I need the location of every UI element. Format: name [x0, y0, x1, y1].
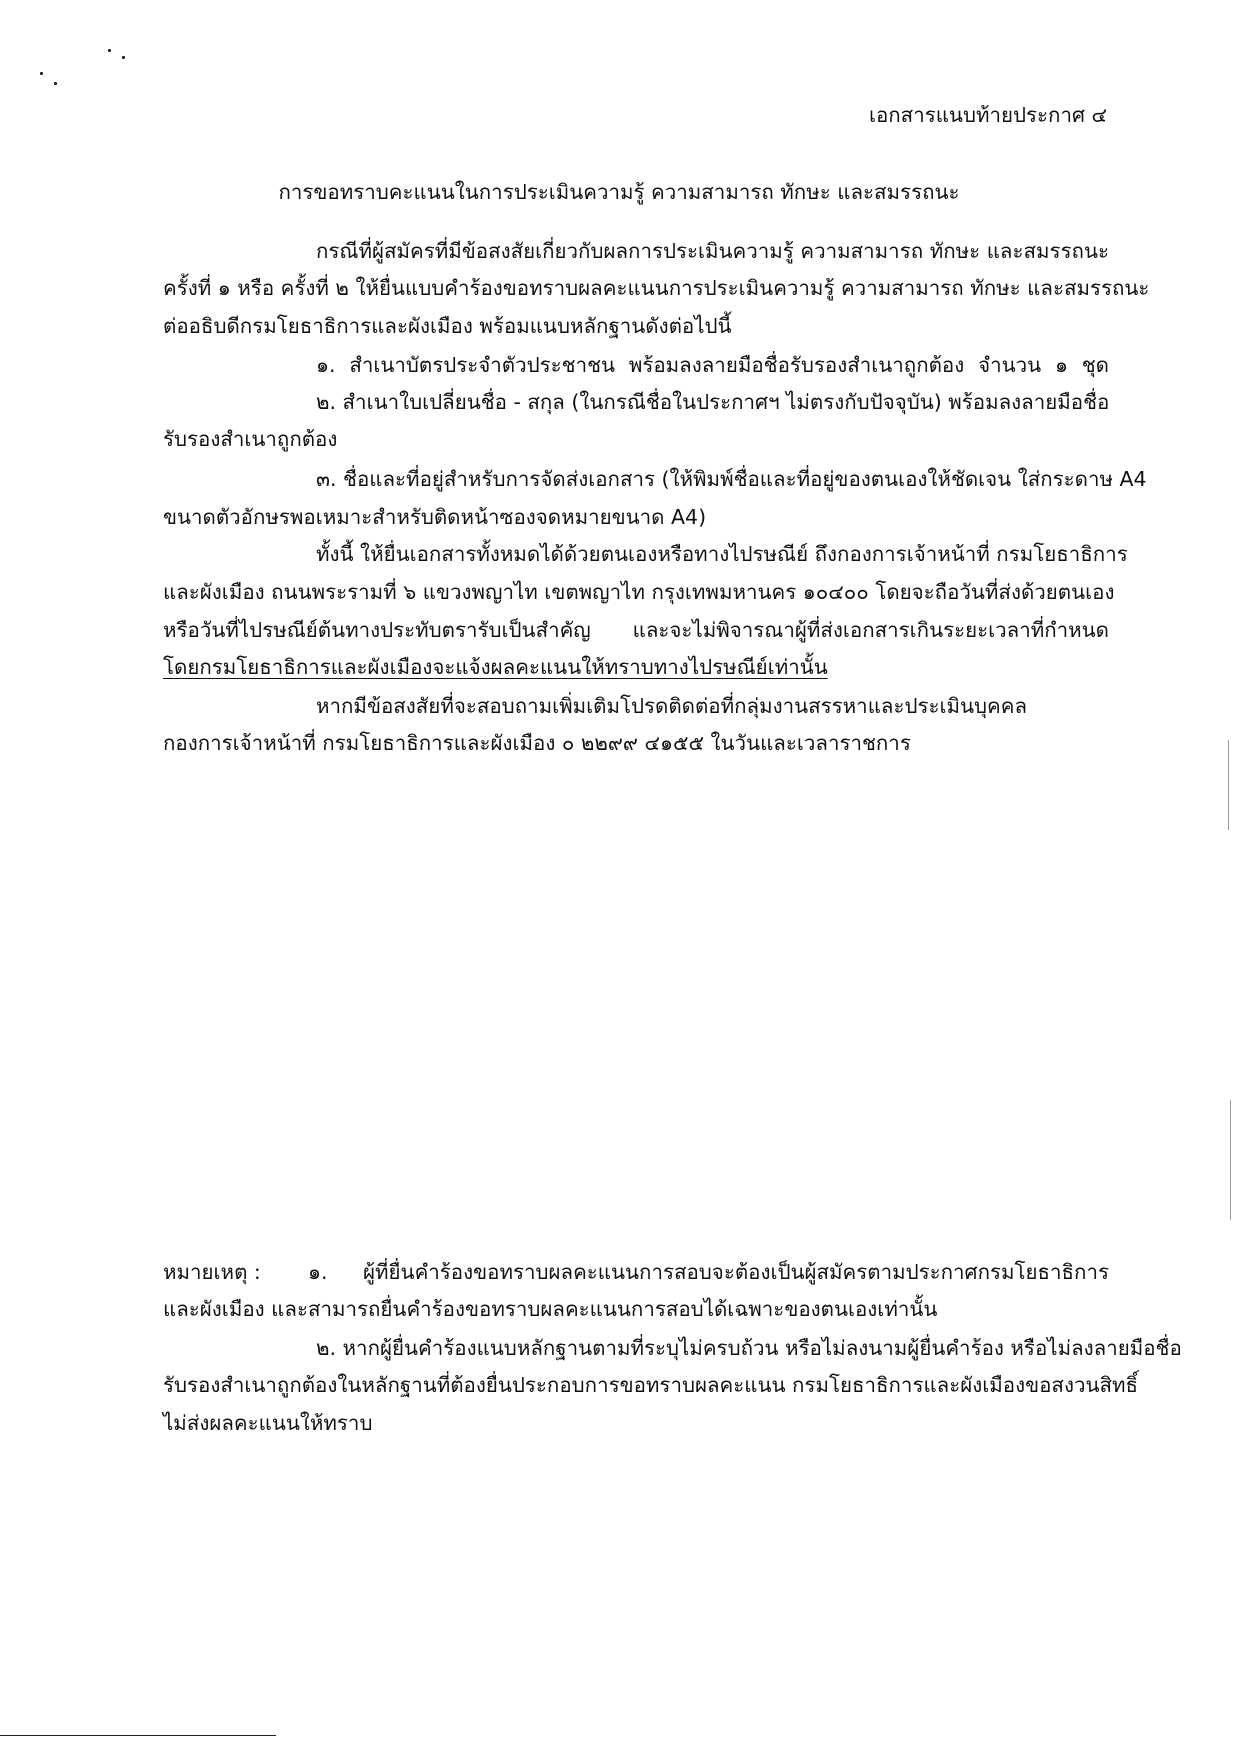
submission-line-2: และผังเมือง ถนนพระรามที่ ๖ แขวงพญาไท เขตพญาไท กรุงเทพมหานคร ๑๐๔๐๐ โดยจะถือวันที่ส่งด้วยตนเอง: [163, 580, 1115, 604]
note-2-line-1: ๒. หากผู้ยื่นคำร้องแนบหลักฐานตามที่ระบุไม่ครบถ้วน หรือไม่ลงนามผู้ยื่นคำร้อง หรือไม่ลงลายมือชื่อ: [316, 1336, 1182, 1360]
submission-line-1: ทั้งนี้ ให้ยื่นเอกสารทั้งหมดได้ด้วยตนเองหรือทางไปรษณีย์ ถึงกองการเจ้าหน้าที่ กรมโยธาธิการ: [316, 542, 1128, 566]
attachment-reference: เอกสารแนบท้ายประกาศ ๔: [868, 103, 1107, 127]
list-item-1: ๑. สำเนาบัตรประจำตัวประชาชน พร้อมลงลายมือชื่อรับรองสำเนาถูกต้อง จำนวน ๑ ชุด: [316, 353, 1109, 377]
note-2-line-2: รับรองสำเนาถูกต้องในหลักฐานที่ต้องยื่นประกอบการขอทราบผลคะแนน กรมโยธาธิการและผังเมืองขอสงวนสิทธิ์: [163, 1373, 1139, 1397]
note-1-line-1: ๑. ผู้ที่ยื่นคำร้องขอทราบผลคะแนนการสอบจะต้องเป็นผู้สมัครตามประกาศกรมโยธาธิการ: [308, 1260, 1109, 1284]
contact-line-2: กองการเจ้าหน้าที่ กรมโยธาธิการและผังเมือง ๐ ๒๒๙๙ ๔๑๕๕ ในวันและเวลาราชการ: [163, 731, 911, 755]
scan-edge-mark: [1228, 740, 1229, 830]
scan-edge-mark: [1230, 1100, 1231, 1220]
contact-line-1: หากมีข้อสงสัยที่จะสอบถามเพิ่มเติมโปรดติดต่อที่กลุ่มงานสรรหาและประเมินบุคคล: [316, 694, 1028, 718]
page-title: การขอทราบคะแนนในการประเมินความรู้ ความสามารถ ทักษะ และสมรรถนะ: [278, 180, 960, 204]
scan-speck: [40, 72, 43, 75]
note-1-line-2: และผังเมือง และสามารถยื่นคำร้องขอทราบผลคะแนนการสอบได้เฉพาะของตนเองเท่านั้น: [163, 1297, 938, 1321]
notes-label: หมายเหตุ :: [163, 1260, 261, 1284]
list-item-2-line-2: รับรองสำเนาถูกต้อง: [163, 427, 338, 451]
submission-line-4-underlined: โดยกรมโยธาธิการและผังเมืองจะแจ้งผลคะแนนให้ทราบทางไปรษณีย์เท่านั้น: [163, 655, 828, 679]
intro-line-1: กรณีที่ผู้สมัครที่มีข้อสงสัยเกี่ยวกับผลการประเมินความรู้ ความสามารถ ทักษะ และสมรรถนะ: [316, 239, 1109, 263]
submission-line-3: หรือวันที่ไปรษณีย์ต้นทางประทับตรารับเป็นสำคัญ และจะไม่พิจารณาผู้ที่ส่งเอกสารเกินระยะเวลาที่กำหนด: [163, 618, 1109, 642]
list-item-3-line-1: ๓. ชื่อและที่อยู่สำหรับการจัดส่งเอกสาร (ให้พิมพ์ชื่อและที่อยู่ของตนเองให้ชัดเจน ใส่กระดาษ A4: [316, 467, 1147, 491]
list-item-3-line-2: ขนาดตัวอักษรพอเหมาะสำหรับติดหน้าซองจดหมายขนาด A4): [163, 505, 707, 529]
intro-line-2: ครั้งที่ ๑ หรือ ครั้งที่ ๒ ให้ยื่นแบบคำร้องขอทราบผลคะแนนการประเมินความรู้ ความสามารถ ทักษะ และสมรรถนะ: [163, 276, 1150, 300]
scan-speck: [108, 49, 111, 52]
intro-line-3: ต่ออธิบดีกรมโยธาธิการและผังเมือง พร้อมแนบหลักฐานดังต่อไปนี้: [163, 314, 732, 338]
scan-speck: [122, 56, 125, 59]
bottom-rule: [0, 1735, 276, 1736]
list-item-2-line-1: ๒. สำเนาใบเปลี่ยนชื่อ - สกุล (ในกรณีชื่อในประกาศฯ ไม่ตรงกับปัจจุบัน) พร้อมลงลายมือชื่อ: [316, 390, 1110, 414]
note-2-line-3: ไม่ส่งผลคะแนนให้ทราบ: [163, 1411, 373, 1435]
scan-speck: [54, 82, 57, 85]
